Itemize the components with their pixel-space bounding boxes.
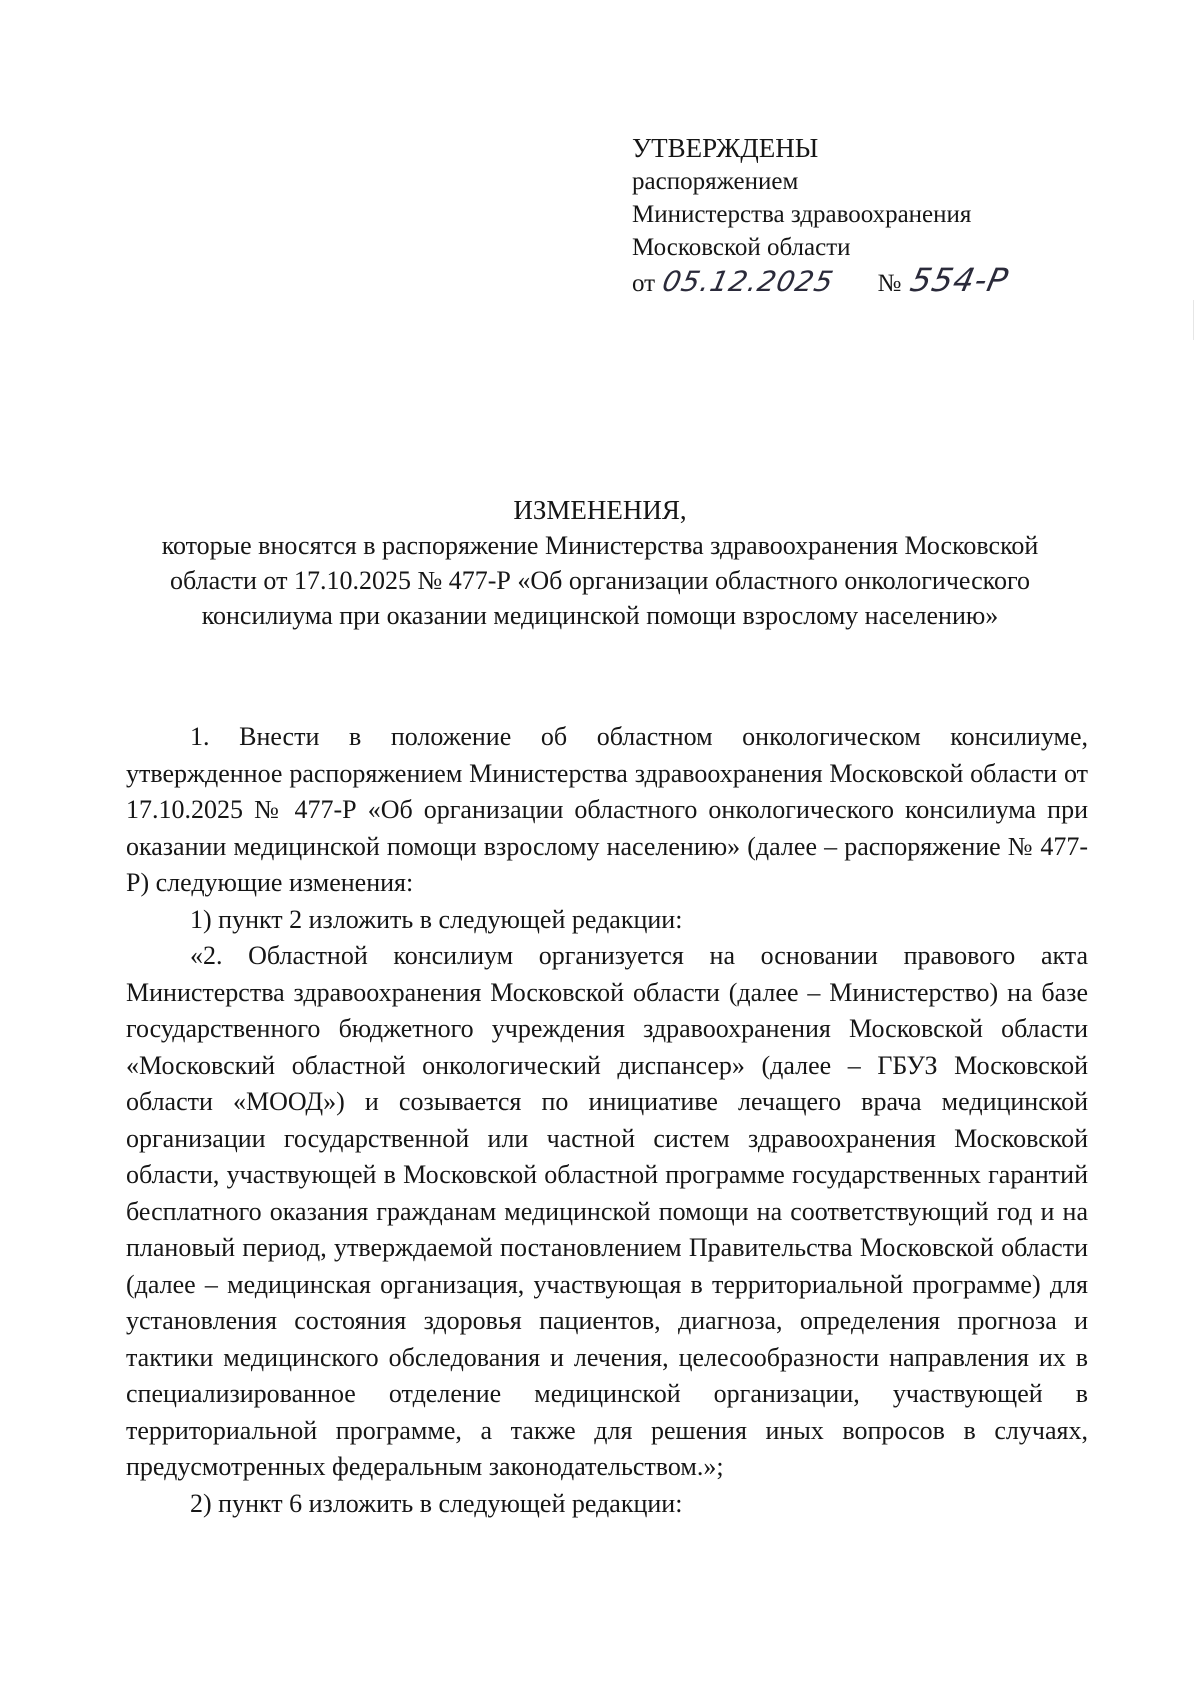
document-title: ИЗМЕНЕНИЯ, — [513, 495, 687, 525]
handwritten-number: 554-Р — [907, 261, 1013, 299]
approval-date-line — [632, 261, 1052, 300]
approval-heading: УТВЕРЖДЕНЫ — [632, 133, 819, 163]
date-prefix: от — [632, 270, 656, 297]
title-line-3: консилиума при оказании медицинской помощи взрослому населению» — [201, 601, 999, 630]
approval-line-2: Министерства здравоохранения — [632, 201, 972, 228]
paragraph-3: «2. Областной консилиум организуется на основании правового акта Министерства здравоохранения Московской области (далее – Министерство) на базе государственного бюджетного учреждения здравоохранения Московской области «Московский областной онкологический диспансер» (далее – ГБУЗ Московской области «МООД») и созывается по инициативе лечащего врача медицинской организации государственной или частной систем здравоохранения Московской области, участвующей в Московской областной программе государственных гарантий бесплатного оказания гражданам медицинской помощи на соответствующий год и на плановый период, утверждаемой постановлением Правительства Московской области (далее – медицинская организация, участвующая в территориальной программе) для установления состояния здоровья пациентов, диагноза, определения прогноза и тактики медицинского обследования и лечения, целесообразности направления их в специализированное отделение медицинской организации, участвующей в территориальной программе, а также для решения иных вопросов в случаях, предусмотренных федеральным законодательством.»; — [126, 941, 1088, 1481]
number-sign: № — [877, 270, 902, 297]
paragraph-1: 1. Внести в положение об областном онкологическом консилиуме, утвержденное распоряжением Министерства здравоохранения Московской области от 17.10.2025 № 477-Р «Об организации областного онкологического консилиума при оказании медицинской помощи взрослому населению» (далее – распоряжение № 477-Р) следующие изменения: — [126, 722, 1088, 897]
document-title-block — [130, 493, 1070, 633]
approval-line-3: Московской области — [632, 234, 851, 261]
title-line-2: области от 17.10.2025 № 477-Р «Об организации областного онкологического — [170, 566, 1030, 595]
document-body — [126, 719, 1088, 1522]
title-line-1: которые вносятся в распоряжение Министерства здравоохранения Московской — [161, 531, 1039, 560]
approval-block — [632, 132, 1052, 300]
handwritten-date: 05.12.2025 — [659, 265, 837, 298]
paragraph-4: 2) пункт 6 изложить в следующей редакции: — [190, 1488, 683, 1518]
approval-line-1: распоряжением — [632, 168, 799, 195]
paragraph-2: 1) пункт 2 изложить в следующей редакции: — [190, 904, 683, 934]
scan-artifact-line — [1193, 300, 1194, 340]
